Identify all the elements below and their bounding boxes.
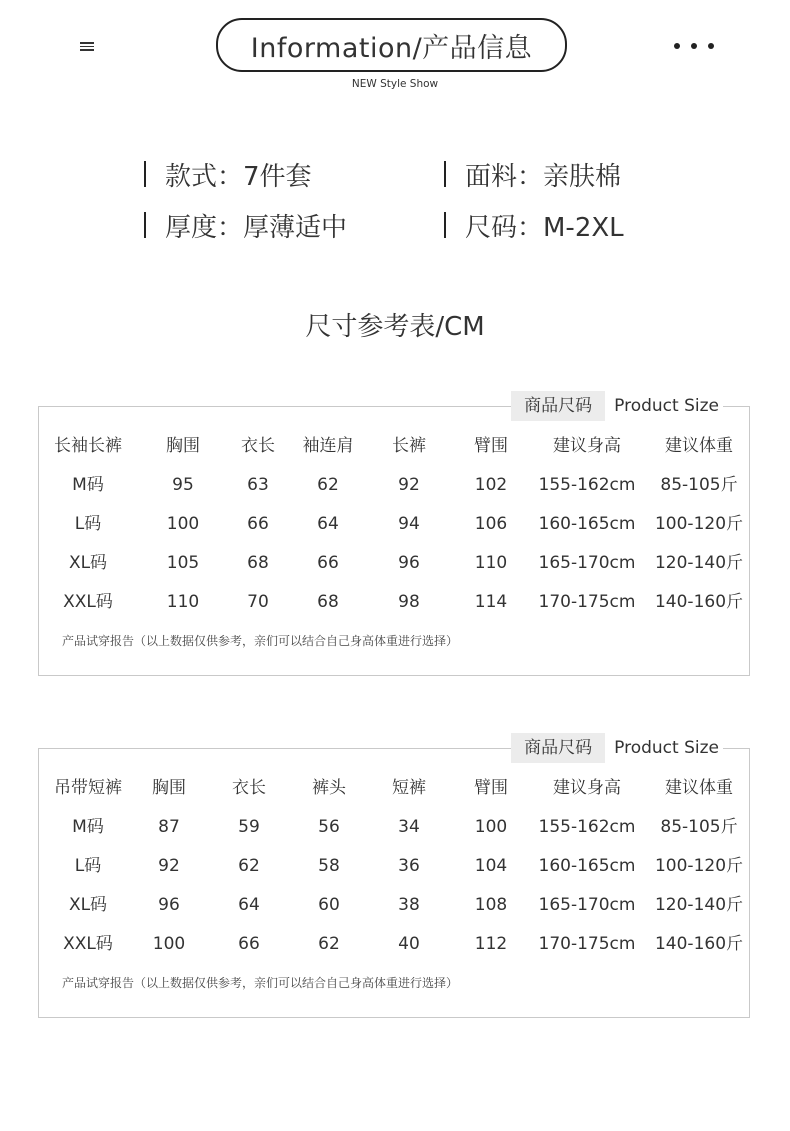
size-table-grid	[39, 427, 751, 622]
table-cell: 34	[398, 817, 420, 837]
table-cell: 100	[166, 514, 200, 534]
table-cell: 108	[474, 895, 508, 915]
spec-bar-divider	[444, 212, 446, 238]
table-cell: 56	[318, 817, 340, 837]
table-cell: 64	[238, 895, 260, 915]
more-options-icon[interactable]	[674, 43, 714, 51]
table-cell: 85-105斤	[660, 475, 738, 495]
table-cell: 94	[398, 514, 420, 534]
table-cell: XXL码	[63, 934, 113, 954]
table-cell: 62	[238, 856, 260, 876]
table-cell: XL码	[68, 553, 108, 573]
table-cell: M码	[72, 475, 104, 495]
spec-thickness	[144, 208, 347, 242]
table-label	[511, 391, 723, 421]
table-cell: 104	[474, 856, 508, 876]
table-cell: 98	[398, 592, 420, 612]
table-cell: 96	[158, 895, 180, 915]
table-cell: M码	[72, 817, 104, 837]
table-cell: 155-162cm	[538, 475, 636, 495]
table-cell: 92	[158, 856, 180, 876]
spec-style	[144, 157, 312, 191]
table-cell: 105	[166, 553, 200, 573]
table-cell: 170-175cm	[538, 592, 636, 612]
table-header-cell: 建议身高	[553, 778, 621, 798]
table-header-cell: 建议体重	[665, 436, 733, 456]
table-cell: 100	[474, 817, 508, 837]
table-cell: 85-105斤	[660, 817, 738, 837]
table-cell: 60	[318, 895, 340, 915]
table-cell: 68	[247, 553, 269, 573]
table-cell: 95	[172, 475, 194, 495]
table-header-cell: 臂围	[474, 778, 508, 798]
table-cell: 66	[317, 553, 339, 573]
spec-style-text: 款式：7件套	[165, 161, 312, 192]
table-row	[39, 847, 751, 886]
table-cell: 66	[238, 934, 260, 954]
table-header-cell: 吊带短裤	[54, 778, 122, 798]
table-cell: 87	[158, 817, 180, 837]
table-header-cell: 袖连肩	[302, 436, 354, 456]
table-cell: 68	[317, 592, 339, 612]
table-cell: 102	[474, 475, 508, 495]
table-row	[39, 583, 751, 622]
table-cell: L码	[74, 856, 102, 876]
size-table-grid	[39, 769, 751, 964]
table-cell: 58	[318, 856, 340, 876]
page-subtitle: NEW Style Show	[351, 78, 439, 90]
size-table-shorts	[38, 738, 750, 1018]
table-cell: 62	[317, 475, 339, 495]
table-cell: 165-170cm	[538, 895, 636, 915]
table-label	[511, 733, 723, 763]
table-note: 产品试穿报告（以上数据仅供参考，亲们可以结合自己身高体重进行选择）	[62, 634, 459, 648]
table-row	[39, 466, 751, 505]
spec-size-text: 尺码：M-2XL	[465, 212, 624, 243]
spec-bar-divider	[144, 212, 146, 238]
table-label-cn: 商品尺码	[511, 733, 605, 763]
table-cell: 114	[474, 592, 508, 612]
table-header-cell: 短裤	[392, 778, 426, 798]
page-title	[216, 18, 567, 72]
table-cell: 59	[238, 817, 260, 837]
table-cell: 140-160斤	[654, 592, 744, 612]
table-row	[39, 505, 751, 544]
size-chart-title: 尺寸参考表/CM	[305, 312, 485, 342]
table-header-cell: 长袖长裤	[54, 436, 122, 456]
table-note: 产品试穿报告（以上数据仅供参考，亲们可以结合自己身高体重进行选择）	[62, 976, 459, 990]
spec-bar-divider	[144, 161, 146, 187]
table-cell: 110	[474, 553, 508, 573]
table-cell: L码	[74, 514, 102, 534]
table-row	[39, 544, 751, 583]
table-row	[39, 808, 751, 847]
table-label-en: Product Size	[614, 396, 719, 416]
table-cell: 64	[317, 514, 339, 534]
table-header-cell: 长裤	[392, 436, 426, 456]
size-table-long-sleeve	[38, 396, 750, 676]
table-cell: 165-170cm	[538, 553, 636, 573]
table-cell: 112	[474, 934, 508, 954]
table-cell: 36	[398, 856, 420, 876]
table-cell: 100	[152, 934, 186, 954]
spec-thickness-text: 厚度：厚薄适中	[165, 212, 348, 243]
table-cell: 92	[398, 475, 420, 495]
table-header-cell: 臂围	[474, 436, 508, 456]
table-cell: 106	[474, 514, 508, 534]
menu-icon[interactable]	[80, 42, 94, 52]
table-cell: 40	[398, 934, 420, 954]
table-cell: 100-120斤	[654, 856, 744, 876]
table-header-cell: 裤头	[312, 778, 346, 798]
table-cell: 170-175cm	[538, 934, 636, 954]
table-row	[39, 886, 751, 925]
table-cell: 110	[166, 592, 200, 612]
table-cell: 70	[247, 592, 269, 612]
table-cell: XL码	[68, 895, 108, 915]
table-cell: XXL码	[63, 592, 113, 612]
table-cell: 160-165cm	[538, 856, 636, 876]
spec-size	[444, 208, 624, 242]
table-header-cell: 建议身高	[553, 436, 621, 456]
table-header-cell: 胸围	[152, 778, 186, 798]
table-header-cell: 衣长	[241, 436, 275, 456]
page-title-text: Information/产品信息	[250, 32, 533, 64]
table-header-cell: 建议体重	[665, 778, 733, 798]
table-cell: 96	[398, 553, 420, 573]
table-label-cn: 商品尺码	[511, 391, 605, 421]
table-header-cell: 胸围	[166, 436, 200, 456]
spec-fabric	[444, 157, 621, 191]
table-cell: 100-120斤	[654, 514, 744, 534]
table-cell: 62	[318, 934, 340, 954]
table-cell: 120-140斤	[654, 553, 744, 573]
table-cell: 66	[247, 514, 269, 534]
table-header-cell: 衣长	[232, 778, 266, 798]
table-header-row	[39, 769, 751, 808]
spec-bar-divider	[444, 161, 446, 187]
table-label-en: Product Size	[614, 738, 719, 758]
table-cell: 160-165cm	[538, 514, 636, 534]
table-row	[39, 925, 751, 964]
table-cell: 155-162cm	[538, 817, 636, 837]
table-cell: 140-160斤	[654, 934, 744, 954]
table-cell: 38	[398, 895, 420, 915]
table-cell: 120-140斤	[654, 895, 744, 915]
table-header-row	[39, 427, 751, 466]
table-cell: 63	[247, 475, 269, 495]
spec-fabric-text: 面料：亲肤棉	[465, 161, 622, 192]
